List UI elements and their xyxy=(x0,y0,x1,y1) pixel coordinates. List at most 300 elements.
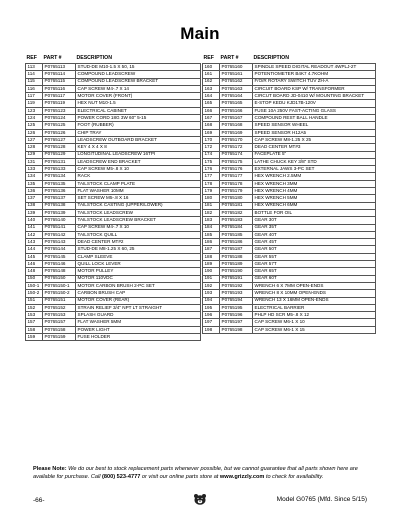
ref-cell: 134 xyxy=(26,173,43,180)
table-row xyxy=(203,188,376,195)
description-cell: ELECTRICAL CABINET xyxy=(76,107,201,114)
description-cell: GEAR 30T xyxy=(253,217,376,224)
description-cell: FOOT (RUBBER) xyxy=(76,122,201,129)
ref-cell: 168 xyxy=(203,122,220,129)
ref-cell: 164 xyxy=(203,93,220,100)
ref-cell: 139 xyxy=(26,209,43,216)
table-row xyxy=(203,202,376,209)
ref-cell: 127 xyxy=(26,136,43,143)
description-cell: MOTOR CARBON BRUSH 2-PC SET xyxy=(76,282,201,289)
table-row xyxy=(203,261,376,268)
note-text-3: to check for availability. xyxy=(265,473,324,480)
table-row xyxy=(26,268,201,275)
ref-cell: 123 xyxy=(26,107,43,114)
ref-cell: 117 xyxy=(26,93,43,100)
description-cell: STRAIN RELIEF 3/4" NPT LT STRAIGHT xyxy=(76,304,201,311)
ref-cell: 185 xyxy=(203,231,220,238)
table-row xyxy=(203,136,376,143)
description-cell: LONGITUDINAL LEADSCREW 16TPI xyxy=(76,151,201,158)
ref-cell: 186 xyxy=(203,239,220,246)
description-cell: GEAR 35T xyxy=(253,224,376,231)
ref-cell: 172 xyxy=(203,144,220,151)
ref-cell: 157 xyxy=(26,319,43,326)
ref-cell: 128 xyxy=(26,144,43,151)
ref-cell: 196 xyxy=(203,312,220,319)
table-header-row xyxy=(203,55,376,64)
description-cell: DEAD CENTER MT#3 xyxy=(253,144,376,151)
description-cell: GEAR 65T xyxy=(253,268,376,275)
description-cell: STUD-DE M8-1.25 X 60, 25 xyxy=(76,246,201,253)
ref-cell: 151 xyxy=(26,297,43,304)
table-row xyxy=(26,217,201,224)
table-row xyxy=(26,100,201,107)
grizzly-bear-icon xyxy=(193,493,207,505)
note-text-1: We do our best to stock replacement parts whenever possible, but we cannot guarantee that all parts shown here are available for purchase. Call xyxy=(33,466,358,480)
description-cell: HEX WRENCH 3MM xyxy=(253,180,376,187)
description-cell: CAP SCREW M5-.8 X 10 xyxy=(76,166,201,173)
table-row xyxy=(26,78,201,85)
table-row xyxy=(203,100,376,107)
description-cell: POTENTIOMETER B4K7 4.7KOHM xyxy=(253,71,376,78)
part-number-cell: P0765140 xyxy=(43,217,76,224)
table-row xyxy=(203,78,376,85)
ref-cell: 179 xyxy=(203,188,220,195)
table-row xyxy=(26,195,201,202)
description-cell: HEX WRENCH 4MM xyxy=(253,188,376,195)
description-cell: MOTOR COVER (REAR) xyxy=(76,297,201,304)
part-number-cell: P0765167 xyxy=(220,115,253,122)
part-number-cell: P0765158 xyxy=(43,326,76,333)
part-number-cell: P0765198 xyxy=(220,326,253,333)
table-row xyxy=(203,129,376,136)
ref-cell: 144 xyxy=(26,246,43,253)
table-row xyxy=(26,173,201,180)
ref-cell: 160 xyxy=(203,64,220,71)
table-row xyxy=(26,312,201,319)
ref-cell: 184 xyxy=(203,224,220,231)
ref-cell: 195 xyxy=(203,304,220,311)
ref-cell: 116 xyxy=(26,85,43,92)
ref-cell: 148 xyxy=(26,268,43,275)
description-cell: SPEED SENSOR WHEEL xyxy=(253,122,376,129)
description-cell: FACEPLATE 5" xyxy=(253,151,376,158)
part-number-cell: P0765145 xyxy=(43,253,76,260)
part-number-cell: P0765143 xyxy=(43,239,76,246)
ref-cell: 163 xyxy=(203,85,220,92)
description-cell: GEAR 45T xyxy=(253,239,376,246)
ref-cell: 138 xyxy=(26,202,43,209)
table-row xyxy=(26,158,201,165)
part-number-cell: P0765161 xyxy=(220,71,253,78)
description-cell: DEAD CENTER MT#2 xyxy=(76,239,201,246)
part-number-cell: P0765162 xyxy=(220,78,253,85)
parts-table-left xyxy=(25,55,201,341)
ref-cell: 189 xyxy=(203,261,220,268)
table-row xyxy=(203,231,376,238)
table-row xyxy=(26,107,201,114)
part-number-cell: P0765133 xyxy=(43,166,76,173)
part-number-cell: P0765153 xyxy=(43,312,76,319)
description-cell: MOTOR PULLEY xyxy=(76,268,201,275)
description-cell: LEADSCREW OUTBOARD BRACKET xyxy=(76,136,201,143)
description-cell: WRENCH 13 X 16MM OPEN-ENDS xyxy=(253,297,376,304)
table-row xyxy=(203,71,376,78)
ref-cell: 169 xyxy=(203,129,220,136)
table-row xyxy=(26,297,201,304)
part-number-cell: P0765113 xyxy=(43,64,76,71)
ref-cell: 140 xyxy=(26,217,43,224)
ref-cell: 131 xyxy=(26,158,43,165)
part-number-cell: P0765136 xyxy=(43,188,76,195)
ref-cell: 119 xyxy=(26,100,43,107)
part-number-cell: P0765190 xyxy=(220,268,253,275)
part-number-cell: P0765124 xyxy=(43,115,76,122)
description-cell: QUILL LOCK LEVER xyxy=(76,261,201,268)
description-cell: TAILSTOCK CLAMP PLATE xyxy=(76,180,201,187)
part-number-cell: P0765116 xyxy=(43,85,76,92)
description-cell: CAP SCREW M6-1 X 15 xyxy=(253,326,376,333)
part-number-cell: P0765127 xyxy=(43,136,76,143)
table-row xyxy=(203,144,376,151)
description-cell: RACK xyxy=(76,173,201,180)
description-cell: POWER LIGHT xyxy=(76,326,201,333)
part-number-cell: P0765137 xyxy=(43,195,76,202)
part-number-cell: P0765159 xyxy=(43,333,76,340)
page-number: -66- xyxy=(33,497,45,504)
part-number-cell: P0765150-1 xyxy=(43,282,76,289)
description-cell: E-STOP KEDU KJD17B-120V xyxy=(253,100,376,107)
part-number-cell: P0765164 xyxy=(220,93,253,100)
part-number-cell: P0765150-2 xyxy=(43,290,76,297)
table-header-row xyxy=(26,55,201,64)
description-cell: MOTOR COVER (FRONT) xyxy=(76,93,201,100)
description-cell: COMPOUND REST BALL HANDLE xyxy=(253,115,376,122)
table-row xyxy=(203,107,376,114)
part-number-cell: P0765177 xyxy=(220,173,253,180)
part-number-cell: P0765181 xyxy=(220,202,253,209)
table-row xyxy=(203,209,376,216)
ref-cell: 146 xyxy=(26,261,43,268)
part-number-cell: P0765184 xyxy=(220,224,253,231)
part-number-cell: P0765176 xyxy=(220,166,253,173)
parts-table-right xyxy=(202,55,376,334)
description-cell: POWER CORD 18G 3W 60" 5-15 xyxy=(76,115,201,122)
table-row xyxy=(203,246,376,253)
part-number-cell: P0765196 xyxy=(220,312,253,319)
ref-cell: 124 xyxy=(26,115,43,122)
description-cell: ELECTRICAL BARRIER xyxy=(253,304,376,311)
table-row xyxy=(26,151,201,158)
table-row xyxy=(203,195,376,202)
ref-cell: 192 xyxy=(203,282,220,289)
description-cell: STUD-DE M10-1.5 X 50, 15 xyxy=(76,64,201,71)
description-cell: WRENCH 8 X 10MM OPEN-ENDS xyxy=(253,290,376,297)
description-cell: MOTOR 110VDC xyxy=(76,275,201,282)
part-number-cell: P0765150 xyxy=(43,275,76,282)
description-header: DESCRIPTION xyxy=(253,55,289,62)
description-cell: CARBON BRUSH CAP xyxy=(76,290,201,297)
part-number-cell: P0765128 xyxy=(43,144,76,151)
ref-cell: 113 xyxy=(26,64,43,71)
table-row xyxy=(26,224,201,231)
table-row xyxy=(203,319,376,326)
description-cell: GEAR 40T xyxy=(253,231,376,238)
table-row xyxy=(26,144,201,151)
table-row xyxy=(26,136,201,143)
table-row xyxy=(203,239,376,246)
part-number-cell: P0765172 xyxy=(220,144,253,151)
description-cell: GEAR 57T xyxy=(253,261,376,268)
ref-cell: 153 xyxy=(26,312,43,319)
ref-cell: 167 xyxy=(203,115,220,122)
part-number-cell: P0765195 xyxy=(220,304,253,311)
description-cell: SPLASH GUARD xyxy=(76,312,201,319)
description-cell: FLAT WASHER 5MM xyxy=(76,319,201,326)
part-header: PART # xyxy=(220,55,239,62)
table-row xyxy=(26,282,201,289)
part-number-cell: P0765123 xyxy=(43,107,76,114)
description-cell: LEADSCREW END BRACKET xyxy=(76,158,201,165)
table-row xyxy=(26,304,201,311)
part-number-cell: P0765170 xyxy=(220,136,253,143)
part-number-cell: P0765163 xyxy=(220,85,253,92)
ref-cell: 129 xyxy=(26,151,43,158)
description-cell: TAILSTOCK LEADSCREW xyxy=(76,209,201,216)
table-row xyxy=(203,151,376,158)
ref-cell: 181 xyxy=(203,202,220,209)
page-title: Main xyxy=(180,24,220,43)
table-row xyxy=(203,224,376,231)
part-number-cell: P0765165 xyxy=(220,100,253,107)
table-row xyxy=(26,85,201,92)
table-row xyxy=(26,129,201,136)
table-row xyxy=(26,93,201,100)
description-cell: CAP SCREW M6-1 X 10 xyxy=(253,319,376,326)
ref-cell: 182 xyxy=(203,209,220,216)
part-number-cell: P0765151 xyxy=(43,297,76,304)
ref-cell: 194 xyxy=(203,297,220,304)
ref-cell: 198 xyxy=(203,326,220,333)
part-number-cell: P0765187 xyxy=(220,246,253,253)
ref-cell: 159 xyxy=(26,333,43,340)
description-cell: HEX WRENCH 6MM xyxy=(253,202,376,209)
note-text-2: or visit our online parts store at xyxy=(141,473,219,480)
description-cell: CIRCUIT BOARD KSP W/ TRANSFORMER xyxy=(253,85,376,92)
ref-cell: 135 xyxy=(26,180,43,187)
ref-cell: 133 xyxy=(26,166,43,173)
table-row xyxy=(26,231,201,238)
part-number-cell: P0765117 xyxy=(43,93,76,100)
description-header: DESCRIPTION xyxy=(76,55,112,62)
ref-cell: 137 xyxy=(26,195,43,202)
description-cell: TAILSTOCK QUILL xyxy=(76,231,201,238)
table-row xyxy=(26,275,201,282)
ref-cell: 193 xyxy=(203,290,220,297)
table-row xyxy=(26,246,201,253)
part-number-cell: P0765197 xyxy=(220,319,253,326)
ref-cell: 126 xyxy=(26,129,43,136)
table-row xyxy=(203,297,376,304)
ref-cell: 170 xyxy=(203,136,220,143)
table-row xyxy=(26,64,201,71)
ref-cell: 142 xyxy=(26,231,43,238)
note-label: Please Note: xyxy=(33,466,67,472)
description-cell: WRENCH 6 X 7MM OPEN-ENDS xyxy=(253,282,376,289)
part-number-cell: P0765183 xyxy=(220,217,253,224)
part-number-cell: P0765186 xyxy=(220,239,253,246)
ref-cell: 197 xyxy=(203,319,220,326)
ref-cell: 177 xyxy=(203,173,220,180)
table-row xyxy=(203,326,376,333)
description-cell: GEAR 60T xyxy=(253,275,376,282)
table-row xyxy=(203,217,376,224)
table-row xyxy=(26,115,201,122)
ref-cell: 178 xyxy=(203,180,220,187)
table-row xyxy=(26,326,201,333)
part-number-cell: P0765138 xyxy=(43,202,76,209)
table-row xyxy=(203,93,376,100)
description-cell: CLAMP SLEEVE xyxy=(76,253,201,260)
ref-cell: 187 xyxy=(203,246,220,253)
description-cell: SPEED SENSOR H12A5 xyxy=(253,129,376,136)
table-row xyxy=(26,180,201,187)
table-row xyxy=(203,158,376,165)
description-cell: F/O/R ROTARY SWITCH TUV ZH-A xyxy=(253,78,376,85)
ref-cell: 161 xyxy=(203,71,220,78)
description-cell: SPINDLE SPEED DIGITAL READOUT 4WPLJ-2T xyxy=(253,64,376,71)
parts-table-right-body xyxy=(203,64,376,334)
description-cell: CIRCUT BOARD JD-0410 W/ MOUNTING BRACKET xyxy=(253,93,376,100)
description-cell: CAP SCREW M8-1.25 X 25 xyxy=(253,136,376,143)
description-cell: COMPOUND LEADSCREW xyxy=(76,71,201,78)
table-row xyxy=(203,85,376,92)
description-cell: LATHE CHUCK KEY 3/8" STD xyxy=(253,158,376,165)
part-number-cell: P0765148 xyxy=(43,268,76,275)
parts-store-link[interactable]: www.grizzly.com xyxy=(219,473,265,480)
phone-number[interactable]: (800) 523-4777 xyxy=(102,473,141,480)
part-number-cell: P0765192 xyxy=(220,282,253,289)
part-number-cell: P0765174 xyxy=(220,151,253,158)
part-number-cell: P0765191 xyxy=(220,275,253,282)
model-number: Model G0765 (Mfd. Since 5/15) xyxy=(276,496,367,503)
ref-header: REF xyxy=(26,55,37,62)
ref-cell: 191 xyxy=(203,275,220,282)
part-number-cell: P0765178 xyxy=(220,180,253,187)
table-row xyxy=(203,64,376,71)
ref-cell: 141 xyxy=(26,224,43,231)
ref-cell: 125 xyxy=(26,122,43,129)
table-row xyxy=(203,290,376,297)
part-number-cell: P0765114 xyxy=(43,71,76,78)
ref-header: REF xyxy=(203,55,214,62)
ref-cell: 143 xyxy=(26,239,43,246)
part-number-cell: P0765189 xyxy=(220,261,253,268)
description-cell: COMPOUND LEADSCREW BRACKET xyxy=(76,78,201,85)
ref-cell: 136 xyxy=(26,188,43,195)
ref-cell: 175 xyxy=(203,158,220,165)
table-row xyxy=(26,188,201,195)
description-cell: GEAR 50T xyxy=(253,246,376,253)
ref-cell: 176 xyxy=(203,166,220,173)
part-number-cell: P0765135 xyxy=(43,180,76,187)
description-cell: CAP SCREW M4-.7 X 14 xyxy=(76,85,201,92)
table-row xyxy=(203,268,376,275)
part-number-cell: P0765125 xyxy=(43,122,76,129)
description-cell: FUSE 10A 250V FAST-ACTING GLASS xyxy=(253,107,376,114)
table-row xyxy=(26,290,201,297)
description-cell: EXTERNAL JAWS 3-PC SET xyxy=(253,166,376,173)
table-row xyxy=(203,122,376,129)
table-row xyxy=(26,253,201,260)
part-number-cell: P0765119 xyxy=(43,100,76,107)
description-cell: GEAR 55T xyxy=(253,253,376,260)
ref-cell: 180 xyxy=(203,195,220,202)
description-cell: HEX WRENCH 5MM xyxy=(253,195,376,202)
ref-cell: 150 xyxy=(26,275,43,282)
ref-cell: 183 xyxy=(203,217,220,224)
ref-cell: 166 xyxy=(203,107,220,114)
description-cell: TAILSTOCK CASTING (UPPER/LOWER) xyxy=(76,202,201,209)
description-cell: FUSE HOLDER xyxy=(76,333,201,340)
ref-cell: 150-2 xyxy=(26,290,43,297)
table-row xyxy=(203,312,376,319)
part-number-cell: P0765185 xyxy=(220,231,253,238)
ref-cell: 114 xyxy=(26,71,43,78)
description-cell: HEX NUT M10-1.5 xyxy=(76,100,201,107)
part-number-cell: P0765160 xyxy=(220,64,253,71)
ref-cell: 158 xyxy=(26,326,43,333)
table-row xyxy=(203,180,376,187)
table-row xyxy=(203,173,376,180)
ref-cell: 145 xyxy=(26,253,43,260)
part-number-cell: P0765146 xyxy=(43,261,76,268)
table-row xyxy=(26,239,201,246)
ref-cell: 152 xyxy=(26,304,43,311)
description-cell: SET SCREW M5-.8 X 16 xyxy=(76,195,201,202)
table-row xyxy=(26,333,201,340)
part-number-cell: P0765166 xyxy=(220,107,253,114)
table-row xyxy=(26,319,201,326)
part-header: PART # xyxy=(43,55,62,62)
part-number-cell: P0765152 xyxy=(43,304,76,311)
part-number-cell: P0765129 xyxy=(43,151,76,158)
table-row xyxy=(26,71,201,78)
description-cell: BOTTLE FOR OIL xyxy=(253,209,376,216)
part-number-cell: P0765179 xyxy=(220,188,253,195)
description-cell: CHIP TRAY xyxy=(76,129,201,136)
table-row xyxy=(26,261,201,268)
ref-cell: 115 xyxy=(26,78,43,85)
table-row xyxy=(203,304,376,311)
ref-cell: 162 xyxy=(203,78,220,85)
table-row xyxy=(26,122,201,129)
part-number-cell: P0765182 xyxy=(220,209,253,216)
table-row xyxy=(203,282,376,289)
table-row xyxy=(26,202,201,209)
description-cell: TAILSTOCK LEADSCREW BRACKET xyxy=(76,217,201,224)
description-cell: KEY 4 X 4 X 8 xyxy=(76,144,201,151)
table-row xyxy=(203,275,376,282)
table-row xyxy=(203,166,376,173)
part-number-cell: P0765193 xyxy=(220,290,253,297)
description-cell: FLAT WASHER 10MM xyxy=(76,188,201,195)
part-number-cell: P0765194 xyxy=(220,297,253,304)
table-row xyxy=(26,166,201,173)
ref-cell: 165 xyxy=(203,100,220,107)
part-number-cell: P0765142 xyxy=(43,231,76,238)
description-cell: PHLP HD SCR M5-.8 X 12 xyxy=(253,312,376,319)
table-row xyxy=(203,115,376,122)
